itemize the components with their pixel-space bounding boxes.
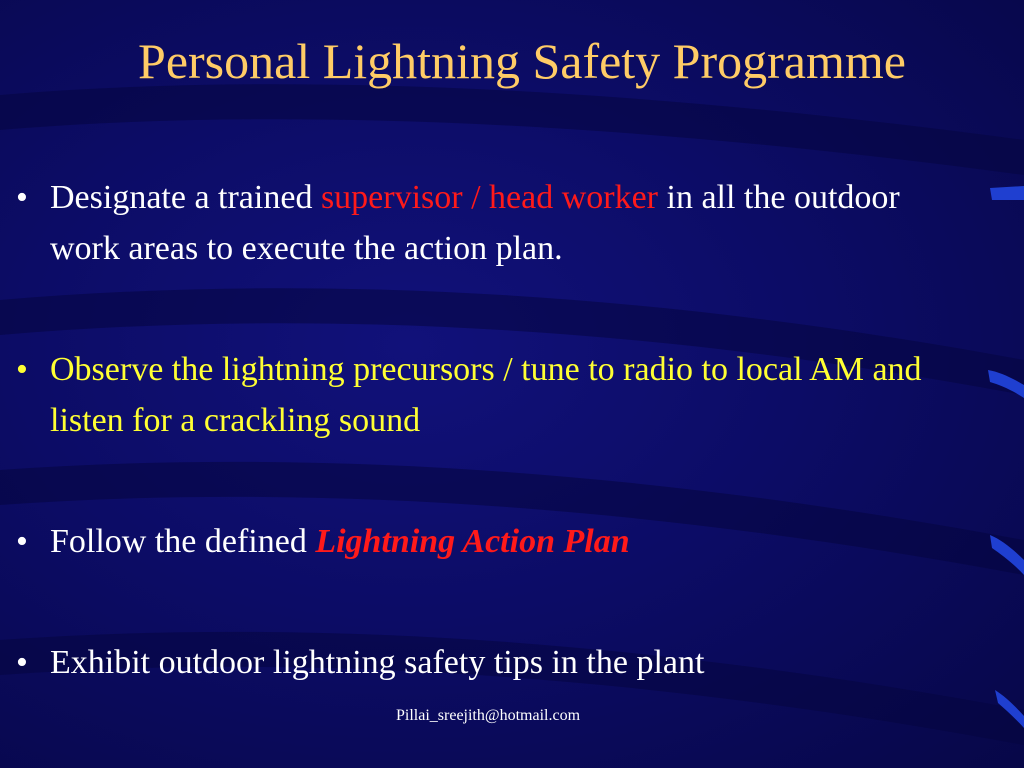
bullet-text: Designate a trained [50,179,321,216]
bullet-dot: • [16,351,28,388]
footer-email: Pillai_sreejith@hotmail.com [396,707,581,724]
bullet-dot: • [16,179,28,216]
bullet-text: Follow the defined [50,523,316,560]
bullet-text: in all the outdoor work areas to execute the action plan. [50,179,900,267]
slide-title: Personal Lightning Safety Programme [138,33,906,89]
bullet-dot: • [16,523,28,560]
bullet-text: Observe the lightning precursors / tune to radio to local AM and listen for a crackling sound [50,351,922,439]
bullet-highlight: supervisor / head worker [320,179,658,216]
bullet-item [14,516,974,567]
bullet-item [14,344,974,446]
bullet-list [14,172,974,688]
bullet-text: Exhibit outdoor lightning safety tips in the plant [50,644,705,681]
swoosh-accent [990,186,1024,200]
bullet-highlight: Lightning Action Plan [315,523,630,560]
bullet-item [14,637,974,688]
bullet-dot: • [16,644,28,681]
bullet-item [14,172,974,274]
